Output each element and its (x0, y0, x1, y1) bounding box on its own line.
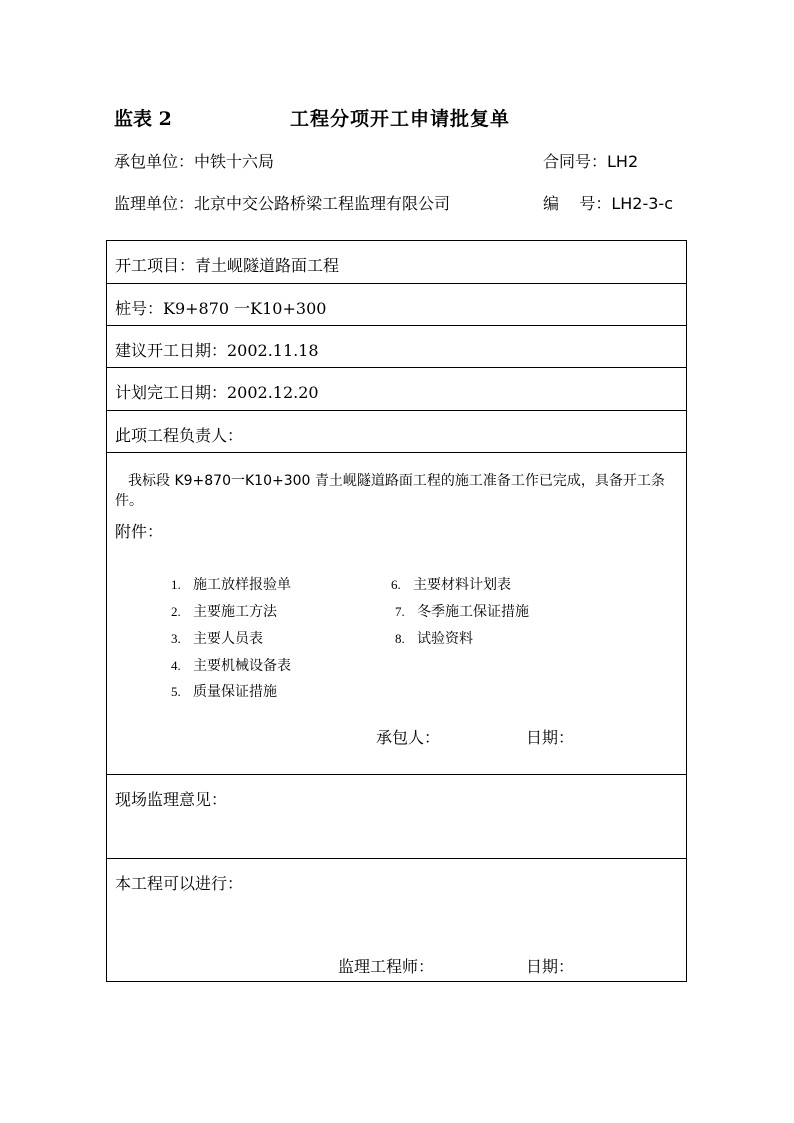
attachment-item: 7. 冬季施工保证措施 (395, 604, 529, 620)
attachment-item: 8. 试验资料 (395, 631, 473, 647)
contractor-unit: 承包单位：中铁十六局 (114, 152, 275, 171)
attachments-label: 附件： (115, 522, 164, 541)
project-field: 开工项目：青土岘隧道路面工程 (115, 256, 340, 275)
start-date-field: 建议开工日期：2002.11.18 (115, 341, 319, 360)
approval-form-table (106, 240, 687, 982)
document-title: 工程分项开工申请批复单 (290, 108, 511, 130)
project-row (107, 241, 686, 284)
station-row (107, 284, 686, 326)
attachment-item: 5. 质量保证措施 (171, 684, 277, 700)
site-opinion-row (107, 775, 686, 859)
serial-number: 编 号：LH2-3-c (543, 194, 673, 213)
finish-date-row (107, 368, 686, 411)
engineer-signature-label: 监理工程师： (338, 957, 435, 976)
attachment-item: 2. 主要施工方法 (171, 604, 277, 620)
attachment-item: 3. 主要人员表 (171, 631, 263, 647)
start-date-row (107, 326, 686, 368)
manager-field: 此项工程负责人： (115, 426, 244, 445)
finish-date-field: 计划完工日期：2002.12.20 (115, 383, 319, 402)
approval-label: 本工程可以进行： (115, 874, 244, 893)
contract-number: 合同号：LH2 (543, 152, 639, 171)
contractor-signature-label: 承包人： (376, 728, 441, 747)
supervision-unit: 监理单位：北京中交公路桥梁工程监理有限公司 (114, 194, 451, 213)
contractor-date-label: 日期： (526, 728, 575, 747)
readiness-statement: 我标段 K9+870一K10+300 青土岘隧道路面工程的施工准备工作已完成，具备开工条件。 (115, 473, 665, 509)
attachment-item: 1. 施工放样报验单 (171, 577, 291, 593)
form-code: 监表 2 (114, 108, 172, 130)
manager-row (107, 411, 686, 453)
site-opinion-label: 现场监理意见： (115, 790, 228, 809)
attachment-item: 4. 主要机械设备表 (171, 658, 291, 674)
attachment-item: 6. 主要材料计划表 (391, 577, 511, 593)
engineer-date-label: 日期： (526, 957, 575, 976)
station-field: 桩号：K9+870 一K10+300 (115, 299, 327, 318)
